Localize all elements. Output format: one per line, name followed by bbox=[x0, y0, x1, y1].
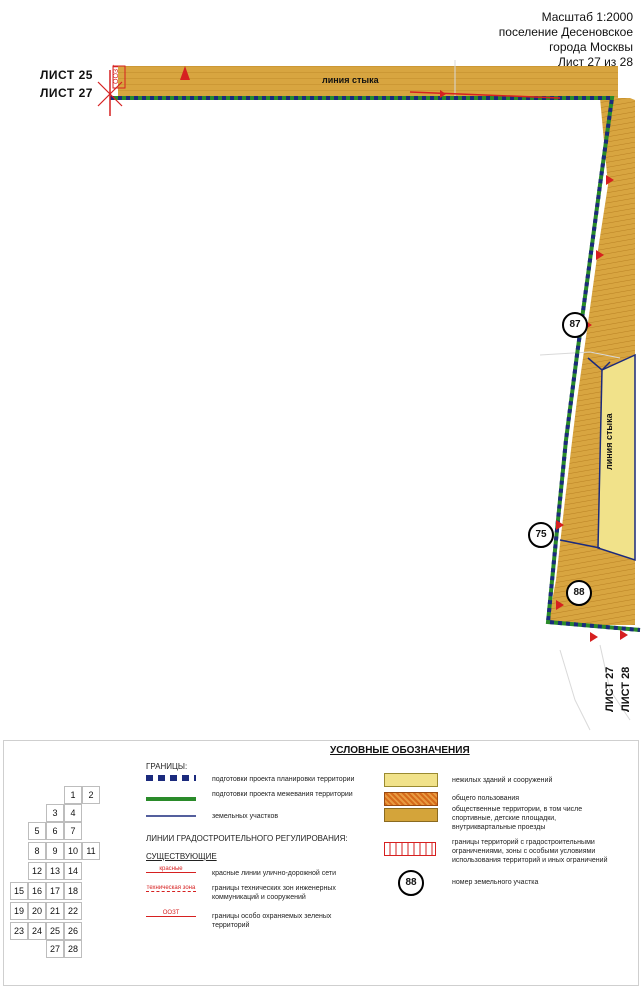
legend-swatch-public bbox=[384, 792, 438, 806]
index-cell[interactable]: 15 bbox=[10, 882, 28, 900]
index-cell[interactable]: 11 bbox=[82, 842, 100, 860]
index-cell[interactable]: 23 bbox=[10, 922, 28, 940]
legend-tech-tag: техническая зона bbox=[146, 885, 196, 891]
index-cell[interactable]: 16 bbox=[28, 882, 46, 900]
city-label: города Москвы bbox=[549, 40, 633, 54]
existing-title: СУЩЕСТВУЮЩИЕ bbox=[146, 852, 217, 861]
legend-oozt-tag: ООЗТ bbox=[146, 910, 196, 917]
junction-label: линия стыка bbox=[322, 75, 379, 85]
legend-red-tag: красные bbox=[146, 866, 196, 873]
legend-swatch-nonres bbox=[384, 773, 438, 787]
legend-swatch-restrictions bbox=[384, 842, 436, 856]
index-cell[interactable]: 17 bbox=[46, 882, 64, 900]
legend-l1: красные линии улично-дорожной сети bbox=[212, 870, 337, 877]
lines-title: ЛИНИИ ГРАДОСТРОИТЕЛЬНОГО РЕГУЛИРОВАНИЯ: bbox=[146, 834, 348, 843]
sheet-current-label: ЛИСТ 27 bbox=[40, 86, 93, 100]
legend-l2: границы технических зон инженерных коммуникаций и сооружений bbox=[212, 885, 336, 901]
legend-swatch-survey bbox=[146, 795, 196, 803]
legend-parcel-badge: 88 bbox=[398, 870, 424, 896]
legend-b1: подготовки проекта планировки территории bbox=[212, 776, 355, 783]
index-cell[interactable]: 21 bbox=[46, 902, 64, 920]
index-cell[interactable]: 18 bbox=[64, 882, 82, 900]
junction-label-vertical: линия стыка bbox=[604, 413, 614, 470]
settlement-label: поселение Десеновское bbox=[498, 25, 633, 39]
index-cell[interactable]: 6 bbox=[46, 822, 64, 840]
index-cell[interactable]: 20 bbox=[28, 902, 46, 920]
index-cell[interactable]: 24 bbox=[28, 922, 46, 940]
legend-z2-title: общего пользования bbox=[452, 795, 520, 802]
index-cell[interactable]: 7 bbox=[64, 822, 82, 840]
index-cell[interactable]: 3 bbox=[46, 804, 64, 822]
sheet-label: Лист 27 из 28 bbox=[558, 55, 633, 69]
index-cell-current[interactable]: 27 bbox=[46, 940, 64, 958]
map-header bbox=[499, 10, 633, 70]
index-cell[interactable]: 1 bbox=[64, 786, 82, 804]
legend-z3: границы территорий с градостроительными ограничениями, зоны с особыми условиями использования территорий и иных ограничений bbox=[452, 839, 608, 864]
index-cell[interactable]: 4 bbox=[64, 804, 82, 822]
sheet-top-label: ЛИСТ 25 bbox=[40, 68, 93, 82]
sheet-right-b: ЛИСТ 28 bbox=[620, 666, 632, 712]
index-cell[interactable]: 22 bbox=[64, 902, 82, 920]
sheet-right-a: ЛИСТ 27 bbox=[604, 666, 616, 712]
parcel-badge[interactable]: 75 bbox=[528, 522, 554, 548]
junction-strip-right bbox=[548, 98, 635, 625]
legend-swatch-common bbox=[384, 808, 438, 822]
boundaries-title: ГРАНИЦЫ: bbox=[146, 762, 188, 771]
index-cell[interactable]: 12 bbox=[28, 862, 46, 880]
legend-swatch-planning bbox=[146, 774, 196, 782]
index-cell[interactable]: 2 bbox=[82, 786, 100, 804]
index-cell[interactable]: 14 bbox=[64, 862, 82, 880]
legend-z1: нежилых зданий и сооружений bbox=[452, 777, 553, 784]
index-cell[interactable]: 13 bbox=[46, 862, 64, 880]
index-cell[interactable]: 28 bbox=[64, 940, 82, 958]
parcel-badge[interactable]: 88 bbox=[566, 580, 592, 606]
legend-title: УСЛОВНЫЕ ОБОЗНАЧЕНИЯ bbox=[330, 745, 470, 756]
scale-label: Масштаб 1:2000 bbox=[541, 10, 633, 24]
index-cell[interactable]: 8 bbox=[28, 842, 46, 860]
index-cell[interactable]: 10 bbox=[64, 842, 82, 860]
index-cell[interactable]: 25 bbox=[46, 922, 64, 940]
legend-z2: общественные территории, в том числе спортивные, детские площадки, внутриквартальные проезды bbox=[452, 806, 583, 831]
legend-b3: земельных участков bbox=[212, 813, 279, 820]
legend-swatch-parcel bbox=[146, 813, 196, 819]
svg-text:ООЗТ: ООЗТ bbox=[113, 64, 120, 84]
legend-z4: номер земельного участка bbox=[452, 879, 539, 886]
legend-l3: границы особо охраняемых зеленых территорий bbox=[212, 913, 332, 929]
parcel-badge[interactable]: 87 bbox=[562, 312, 588, 338]
index-cell[interactable]: 19 bbox=[10, 902, 28, 920]
index-cell[interactable]: 5 bbox=[28, 822, 46, 840]
legend-b2: подготовки проекта межевания территории bbox=[212, 791, 353, 798]
index-cell[interactable]: 9 bbox=[46, 842, 64, 860]
index-cell[interactable]: 26 bbox=[64, 922, 82, 940]
